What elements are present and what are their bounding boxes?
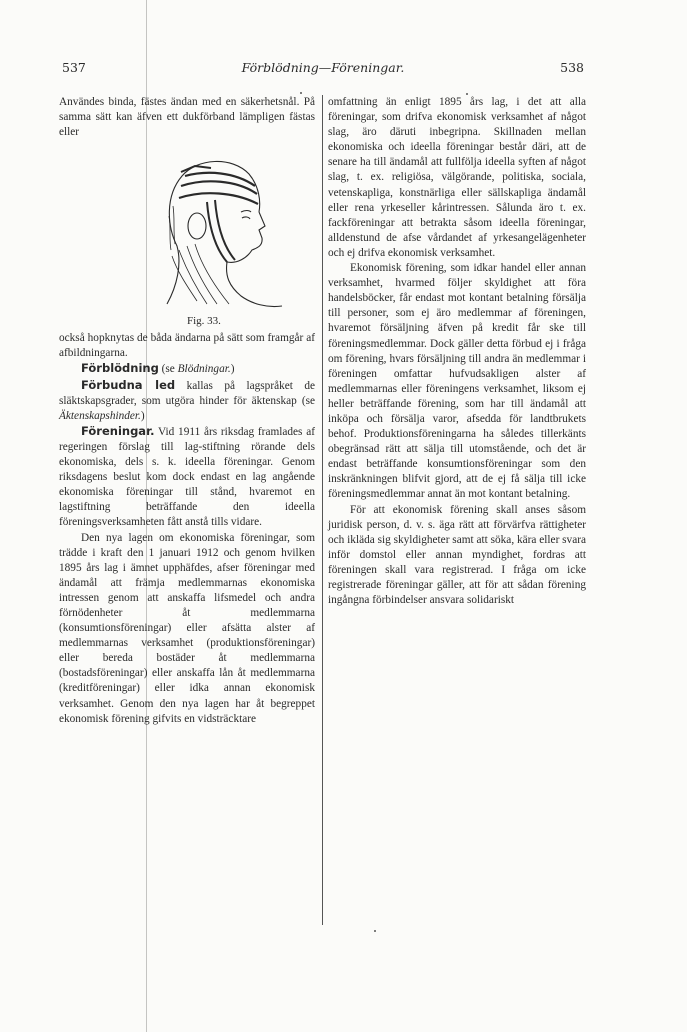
entry-forbudna-led [59,378,315,424]
right-column [328,95,586,608]
entry-text: (se [158,363,178,376]
cross-reference: Äktenskapshinder. [59,409,141,422]
entry-headword: Förblödning [81,361,159,376]
intro-paragraph: Användes binda, fästes ändan med en säkerhetsnål. På samma sätt kan äfven ett dukförband lämpligen fästas eller [59,96,315,139]
page-number-left: 537 [62,60,86,75]
entry-headword: Förbudna led [81,377,176,392]
entry-forblodning [59,361,315,377]
entry-text: kallas på lagspråket de släktskapsgrader, som utgöra hinder för äktenskap (se [59,379,315,407]
entry-text: Vid 1911 års riksdag framlades af regeringen förslag till lag-stiftning rörande dels ekonomiska, dels s. k. ideella föreningar. Genom riksdagens beslut kom dock endast en lag angående ekonomiska föreningar till stånd, hvaremot en lagstiftning beträffande den ideella föreningsverksamheten fått anstå tills vidare. [59,425,315,529]
paragraph: omfattning än enligt 1895 års lag, i det att alla föreningar, som drifva ekonomisk verksamhet af något slag, äro däruti inbegripna. Skillnaden mellan ekonomiska och ideella föreningar består däri, att de senare ha till ändamål att fullfölja ideella syften af något slag, t. ex. religiösa, välgörande, politiska, sociala, vetenskapliga, konstnärliga eller sällskapliga ändamål eller rena yrkeseller kårintressen. Sålunda äro t. ex. fackföreningar att betrakta såsom ideella föreningar, alldenstund de afse vårdandet af yrkesangelägenheter och ej drifva ekonomisk verksamhet. [328,96,586,259]
paragraph: Ekonomisk förening, som idkar handel eller annan verksamhet, hvarmed följer skyldighet att föra handelsböcker, får endast mot kontant betalning försälja till personer, som ej äro medlemmar af föreningen, hvaremot försäljning äfven på kredit får ske till föreningsmedlemmar. Dock gäller detta förbud ej i fråga om förening, hvars försäljning till andra än medlemmar i föreningen omfattar hufvudsakligen alster af medlemmarnas eller föreningens verksamhet, liksom ej heller beträffande förening, som har till ändamål att inköpa och försälja varor, afsedda för landtbrukets behof. Produktionsföreningarna ha således tillerkänts obegränsad rätt att sälja till utomstående, och det är endast beträffande konsumtionsföreningar som den inskränkningen blifvit gjord, att de ej få sälja till icke föreningsmedlemmar annat än mot kontant betalning. [328,262,586,501]
entry-foreningar [59,424,315,531]
left-column [59,95,315,727]
page-number-right: 538 [560,60,584,75]
running-title: Förblödning—Föreningar. [241,60,405,75]
running-header [62,60,584,80]
figure-caption: Fig. 33. [187,315,221,328]
cross-reference: Blödningar. [177,363,231,376]
after-figure-paragraph: också hopknytas de båda ändarna på sätt som framgår af afbildningarna. [59,332,315,360]
figure-33 [59,146,315,331]
column-divider [322,95,323,925]
paragraph: För att ekonomisk förening skall anses såsom juridisk person, d. v. s. äga rätt att förvärfva rättigheter och ikläda sig skyldigheter samt att söka, kära eller svara inför domstol eller annan myndighet, fordras att föreningen skall vara registrerad. I fråga om icke registrerade föreningar gäller, att för att sådan förening ingångna förbindelser ansvara solidariskt [328,503,586,607]
ink-speck [300,92,302,94]
paragraph: Den nya lagen om ekonomiska föreningar, som trädde i kraft den 1 januari 1912 och genom hvilken 1895 års lag i ämnet upphäfdes, afser föreningar med ändamål att främja medlemmarnas ekonomiska intressen genom att anskaffa lifsmedel och andra förnödenheter åt medlemmarna (konsumtionsföreningar) eller afsätta alster af medlemmarnas verksamhet (produktionsföreningar) eller bereda bostäder åt medlemmarna (bostadsföreningar) eller anskaffa lån åt medlemmarna (kreditföreningar) eller idka annan ekonomisk verksamhet. Genom den nya lagen har åt begreppet ekonomisk förening gifvits en vidsträcktare [59,531,315,725]
ink-speck [374,930,376,932]
bandaged-head-illustration [137,146,292,311]
entry-text: ) [140,409,145,422]
ink-speck [466,93,468,95]
entry-text: ) [230,363,235,376]
entry-headword: Föreningar. [81,423,155,438]
